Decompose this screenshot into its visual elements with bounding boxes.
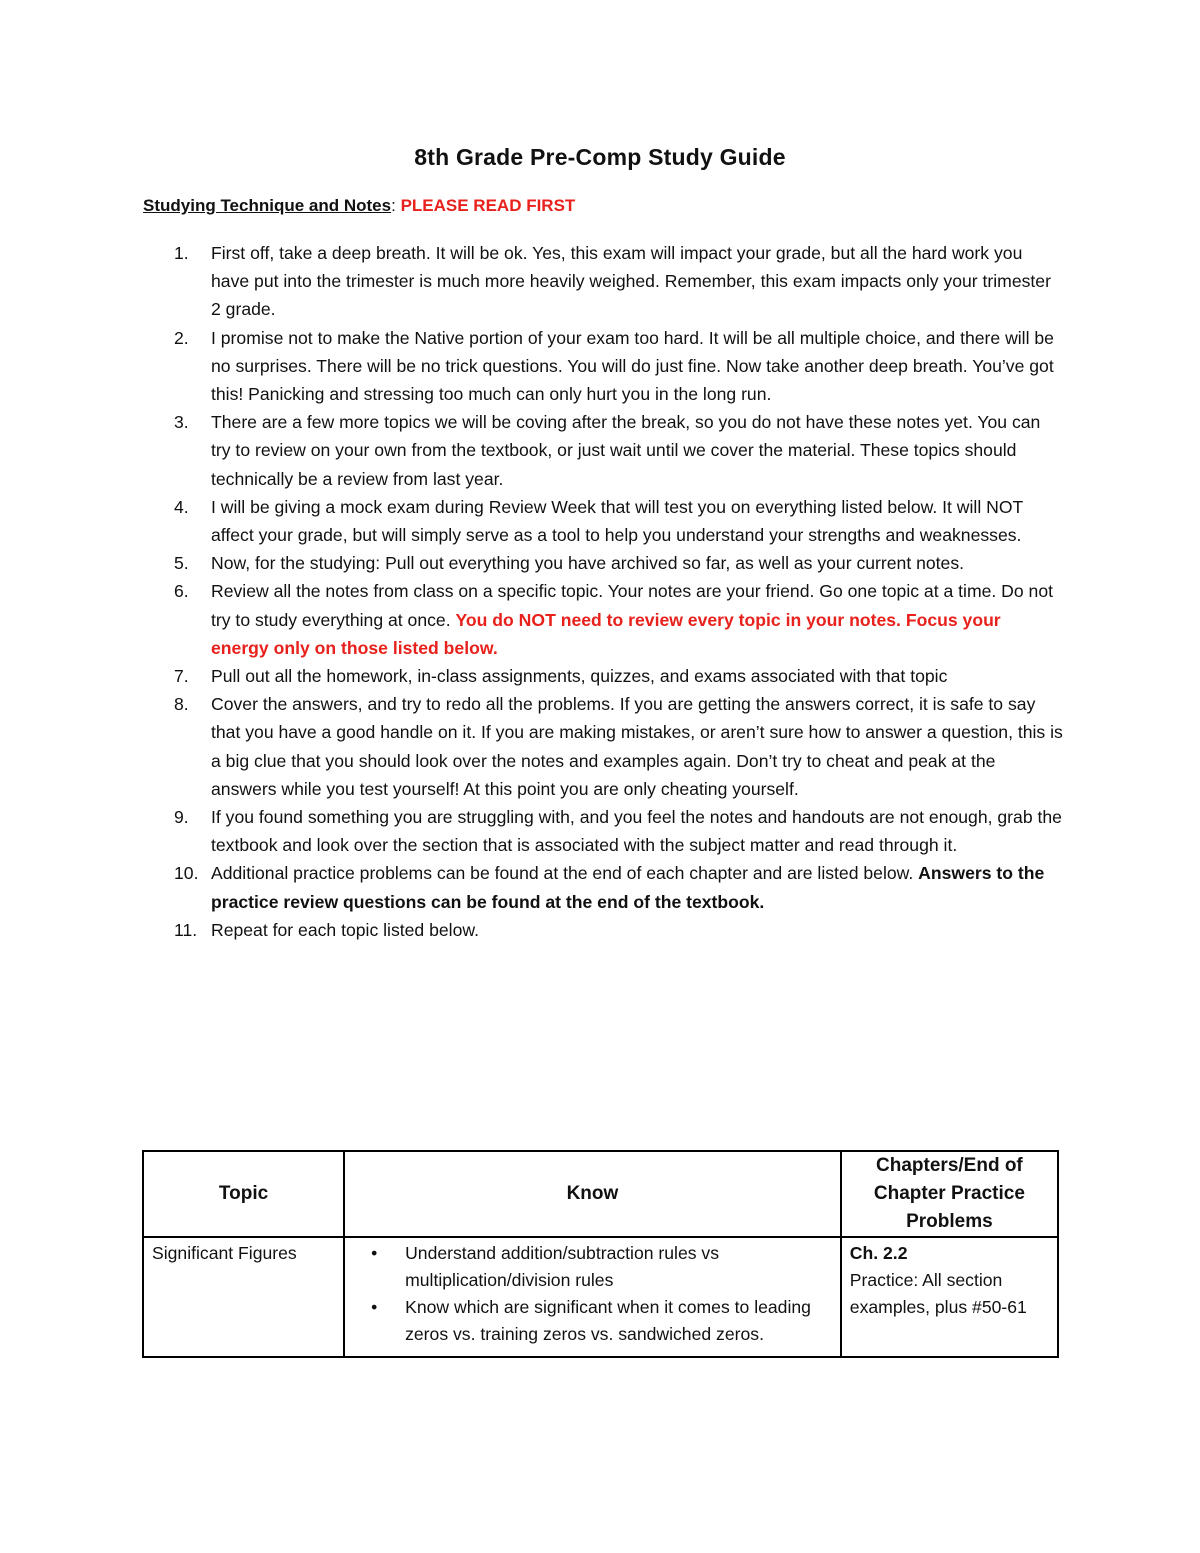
column-header-chapters: Chapters/End of Chapter Practice Problems bbox=[841, 1151, 1058, 1237]
step-text: Additional practice problems can be found at the end of each chapter and are listed below. bbox=[211, 863, 919, 884]
list-item bbox=[143, 493, 1063, 549]
step-number: 1. bbox=[174, 243, 189, 263]
step-text: Now, for the studying: Pull out everything you have archived so far, as well as your current notes. bbox=[211, 553, 965, 574]
step-text: I will be giving a mock exam during Review Week that will test you on everything listed below. It will NOT affect your grade, but will simply serve as a tool to help you understand your strengths and weaknesses. bbox=[211, 496, 1023, 546]
step-text: Repeat for each topic listed below. bbox=[211, 919, 479, 940]
step-text: If you found something you are struggling with, and you feel the notes and handouts are not enough, grab the textbook and look over the section that is associated with the subject matter and read through it. bbox=[211, 807, 1062, 856]
list-item bbox=[143, 239, 1063, 324]
step-text: Pull out all the homework, in-class assignments, quizzes, and exams associated with that topic bbox=[211, 666, 948, 687]
bullet-icon: • bbox=[371, 1243, 378, 1263]
list-item bbox=[143, 916, 1063, 944]
step-number: 10. bbox=[174, 863, 199, 884]
step-number: 7. bbox=[174, 666, 189, 687]
step-number: 3. bbox=[174, 412, 189, 433]
list-item bbox=[143, 690, 1063, 803]
know-bullet-list bbox=[353, 1240, 832, 1348]
list-item bbox=[143, 324, 1063, 409]
step-text: Review all the notes from class on a specific topic. Your notes are your friend. Go one topic at a time. Do not try to study everything at once. bbox=[211, 581, 1054, 630]
list-item bbox=[143, 803, 1063, 859]
page-title: 8th Grade Pre-Comp Study Guide bbox=[414, 144, 786, 170]
list-item bbox=[143, 408, 1063, 493]
step-text: First off, take a deep breath. It will be ok. Yes, this exam will impact your grade, but all the hard work you have put into the trimester is much more heavily weighed. Remember, this exam impacts only your trimester 2 grade. bbox=[211, 243, 1051, 320]
section-heading bbox=[143, 196, 575, 216]
table-header-row bbox=[143, 1151, 1058, 1237]
step-number: 6. bbox=[174, 581, 189, 602]
list-item bbox=[143, 859, 1063, 915]
know-cell bbox=[344, 1237, 841, 1357]
step-number: 5. bbox=[174, 553, 189, 574]
list-item bbox=[143, 662, 1063, 690]
step-text: Cover the answers, and try to redo all the problems. If you are getting the answers correct, it is safe to say that you have a good handle on it. If you are making mistakes, or aren’t sure how to answer a question, this is a big clue that you should look over the notes and examples again. Don’t try to cheat and peak at the answers while you test yourself! At this point you are only cheating yourself. bbox=[211, 694, 1063, 799]
step-text: There are a few more topics we will be coving after the break, so you do not have these notes yet. You can try to review on your own from the textbook, or just wait until we cover the material. These topics should technically be a review from last year. bbox=[211, 412, 1041, 489]
column-header-know: Know bbox=[344, 1151, 841, 1237]
section-heading-label: Studying Technique and Notes bbox=[143, 196, 392, 215]
step-number: 9. bbox=[174, 807, 189, 828]
practice-text: Practice: All section examples, plus #50-61 bbox=[849, 1270, 1027, 1317]
section-heading-colon: : bbox=[391, 196, 396, 215]
step-emphasis: You do NOT need to review every topic in your notes. Focus your energy only on those listed below. bbox=[211, 609, 1001, 658]
list-item bbox=[143, 577, 1063, 662]
step-number: 8. bbox=[174, 694, 189, 715]
table-row bbox=[143, 1237, 1058, 1357]
know-item-text: Know which are significant when it comes to leading zeros vs. training zeros vs. sandwiched zeros. bbox=[405, 1297, 811, 1344]
topics-table bbox=[142, 1150, 1059, 1358]
read-first-alert: PLEASE READ FIRST bbox=[400, 196, 576, 215]
topic-cell: Significant Figures bbox=[143, 1237, 344, 1357]
chapters-cell bbox=[841, 1237, 1058, 1357]
list-item bbox=[353, 1294, 832, 1348]
bullet-icon: • bbox=[371, 1297, 378, 1317]
column-header-topic: Topic bbox=[143, 1151, 344, 1237]
list-item bbox=[353, 1240, 832, 1294]
step-number: 2. bbox=[174, 327, 189, 348]
list-item bbox=[143, 549, 1063, 577]
chapter-label: Ch. 2.2 bbox=[849, 1243, 908, 1263]
step-text: I promise not to make the Native portion of your exam too hard. It will be all multiple choice, and there will be no surprises. There will be no trick questions. You will do just fine. Now take another deep breath. You’ve got this! Panicking and stressing too much can only hurt you in the long run. bbox=[211, 327, 1054, 405]
study-steps-list bbox=[143, 239, 1063, 944]
step-number: 4. bbox=[174, 496, 189, 517]
know-item-text: Understand addition/subtraction rules vs multiplication/division rules bbox=[405, 1243, 720, 1290]
step-bold-note: Answers to the practice review questions can be found at the end of the textbook. bbox=[211, 863, 1045, 912]
step-number: 11. bbox=[174, 919, 198, 940]
